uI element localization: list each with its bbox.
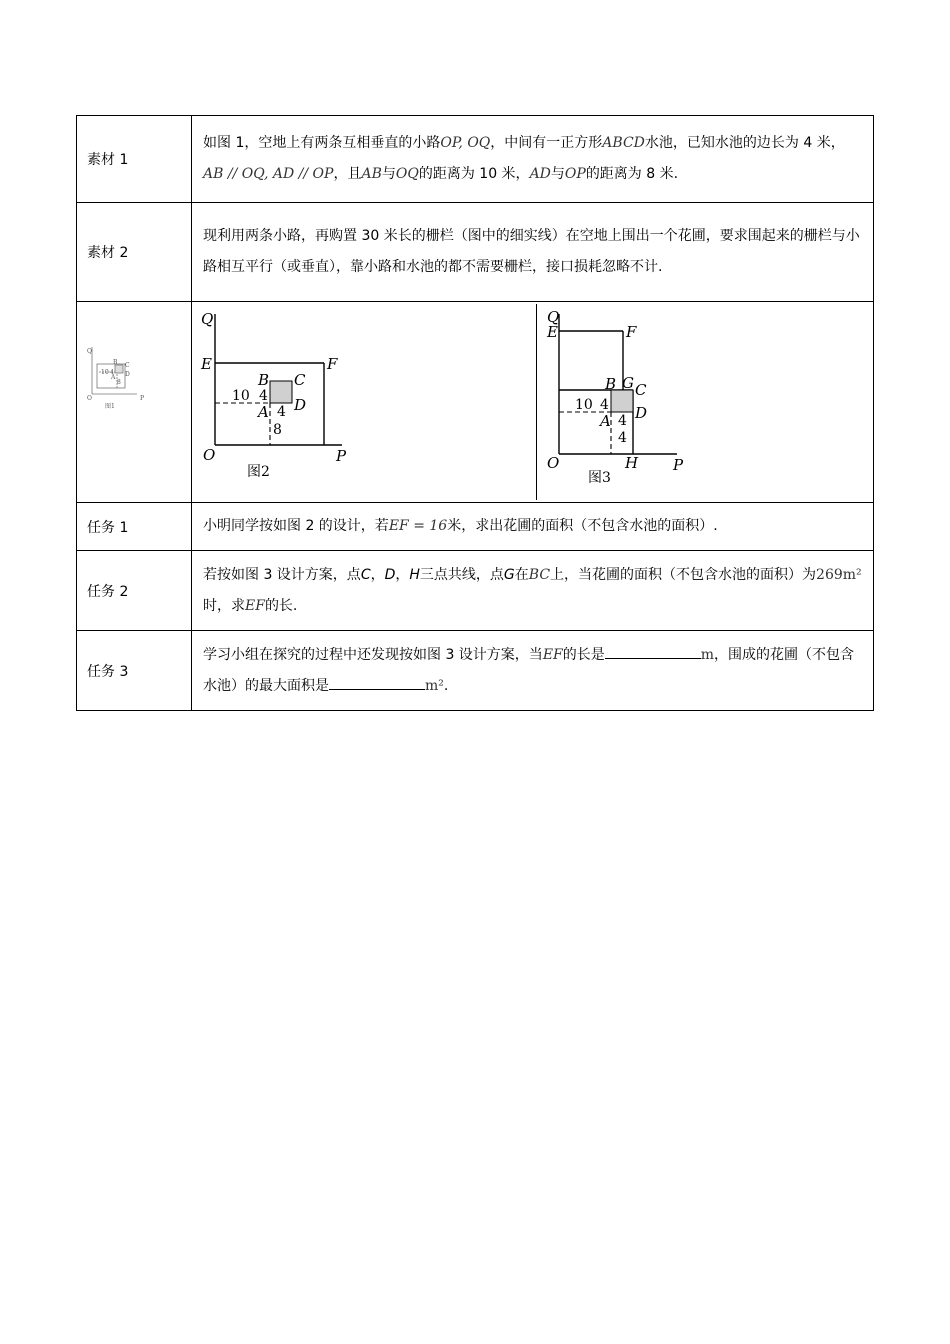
fig3-label-P: P — [673, 456, 684, 474]
fig3-label-A: A — [600, 412, 611, 430]
fig1-label-A: A — [111, 374, 116, 381]
fig2-label-A: A — [258, 403, 269, 421]
fig1-label-B: B — [113, 359, 118, 366]
fig3-label-F: F — [626, 323, 637, 341]
fig3-label-10: 10 — [575, 397, 593, 413]
row-label: 任务 3 — [77, 631, 192, 711]
figure-1 — [77, 302, 181, 498]
fig3-label-G: G — [622, 374, 634, 392]
material2-text: 现利用两条小路，再购置 30 米长的栅栏（图中的细实线）在空地上围出一个花圃，要求围起来的栅栏与小路相互平行（或垂直），靠小路和水池的都不需要栅栏，接口损耗忽略不计. — [192, 203, 874, 302]
task-table — [76, 115, 874, 711]
fig1-label-8: 8 — [117, 379, 121, 386]
row-task1 — [77, 503, 874, 551]
fig2-label-C: C — [294, 371, 306, 389]
fig1-label-D: D — [125, 371, 130, 378]
fig2-label-4b: 4 — [277, 404, 286, 420]
fig2-label-4a: 4 — [259, 388, 268, 404]
fig23-cell — [192, 302, 874, 503]
fig3-label-B: B — [605, 375, 617, 393]
fig2-label-8: 8 — [273, 422, 282, 438]
fig1-label-Q: Q — [87, 348, 92, 355]
fig2-label-B: B — [258, 371, 270, 389]
fig3-label-D: D — [635, 404, 648, 422]
row-label: 任务 2 — [77, 551, 192, 631]
fig3-label-O: O — [547, 454, 560, 472]
fig3-caption: 图3 — [588, 470, 611, 486]
fig1-label-10: 10 — [101, 369, 109, 376]
fig1-label-P: P — [140, 395, 145, 402]
row-material1 — [77, 116, 874, 203]
fig2-label-D: D — [294, 396, 307, 414]
fig3-label-C: C — [635, 381, 647, 399]
fig1-label-O: O — [87, 395, 92, 402]
answer-blank-ef[interactable] — [605, 642, 701, 659]
fig3-label-4a: 4 — [600, 397, 609, 413]
fig1-cell — [77, 302, 192, 503]
fig2-label-F: F — [327, 355, 338, 373]
fig2-label-Q: Q — [201, 310, 214, 328]
row-task2 — [77, 551, 874, 631]
row-label: 素材 2 — [77, 203, 192, 302]
figure-2 — [192, 304, 536, 500]
fig1-caption: 图1 — [105, 403, 115, 410]
material1-text: 如图 1，空地上有两条互相垂直的小路OP, OQ，中间有一正方形ABCD水池，已知水池的边长为 4 米，AB // OQ, AD // OP，且AB与OQ的距离为 10 米，AD与OP的距离为 8 米. — [192, 116, 874, 203]
fig2-label-E: E — [201, 355, 212, 373]
row-figures — [77, 302, 874, 503]
fig3-label-E: E — [547, 323, 558, 341]
answer-blank-area[interactable] — [329, 673, 425, 690]
row-task3 — [77, 631, 874, 711]
fig2-label-10: 10 — [232, 388, 250, 404]
fig3-label-4c: 4 — [618, 430, 627, 446]
fig2-label-P: P — [336, 447, 347, 465]
task2-text: 若按如图 3 设计方案，点C，D，H三点共线，点G在BC上，当花圃的面积（不包含水池的面积）为269m²时，求EF的长. — [192, 551, 874, 631]
row-label: 任务 1 — [77, 503, 192, 551]
fig1-label-C: C — [125, 362, 130, 369]
row-label: 素材 1 — [77, 116, 192, 203]
fig3-label-4b: 4 — [618, 413, 627, 429]
fig2-caption: 图2 — [247, 464, 270, 480]
fig2-label-O: O — [203, 446, 216, 464]
row-material2 — [77, 203, 874, 302]
fig1-label-4: 4 — [110, 369, 114, 376]
task1-text: 小明同学按如图 2 的设计，若EF = 16米，求出花圃的面积（不包含水池的面积）. — [192, 503, 874, 551]
fig3-label-Q: Q — [547, 308, 560, 326]
figure-3 — [537, 304, 883, 500]
task3-text: 学习小组在探究的过程中还发现按如图 3 设计方案，当EF的长是 m，围成的花圃（不包含水池）的最大面积是 m². — [192, 631, 874, 711]
fig3-label-H: H — [625, 454, 639, 472]
